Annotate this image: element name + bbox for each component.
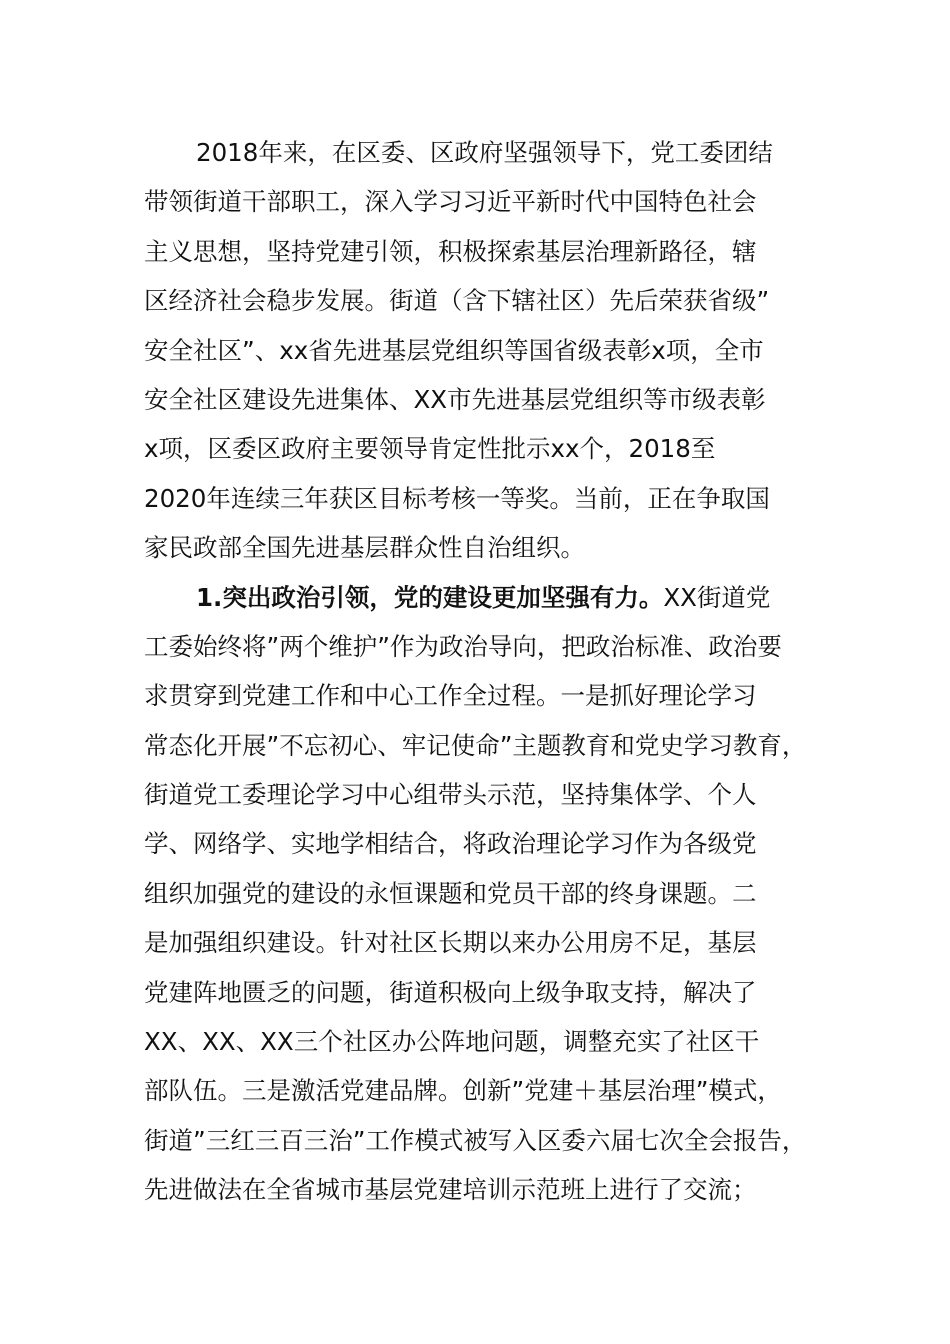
- paragraph-line: 是加强组织建设。针对社区长期以来办公用房不足，基层: [144, 928, 757, 958]
- document-body: [144, 128, 814, 1215]
- paragraph-line: x项，区委区政府主要领导肯定性批示xx个，2018至: [144, 434, 716, 464]
- paragraph-line: 主义思想，坚持党建引领，积极探索基层治理新路径，辖: [144, 236, 757, 266]
- paragraph-line: 2020年连续三年获区目标考核一等奖。当前，正在争取国: [144, 483, 770, 513]
- paragraph-line: 求贯穿到党建工作和中心工作全过程。一是抓好理论学习: [144, 681, 757, 711]
- paragraph-line: 组织加强党的建设的永恒课题和党员干部的终身课题。二: [144, 878, 757, 908]
- paragraph-line-rest: XX街道党: [663, 582, 771, 612]
- paragraph-line: 带领街道干部职工，深入学习习近平新时代中国特色社会: [144, 187, 757, 217]
- paragraph-1: [144, 128, 814, 573]
- paragraph-line: 街道党工委理论学习中心组带头示范，坚持集体学、个人: [144, 780, 757, 810]
- paragraph-2: [144, 573, 814, 1215]
- paragraph-line: 2018年来，在区委、区政府坚强领导下，党工委团结: [196, 138, 773, 167]
- paragraph-line: 党建阵地匮乏的问题，街道积极向上级争取支持，解决了: [144, 977, 757, 1007]
- paragraph-line: 家民政部全国先进基层群众性自治组织。: [144, 533, 585, 563]
- paragraph-line: 常态化开展”不忘初心、牢记使命”主题教育和党史学习教育，: [144, 730, 807, 760]
- paragraph-line: 区经济社会稳步发展。街道（含下辖社区）先后荣获省级”: [144, 286, 770, 316]
- paragraph-line: 部队伍。三是激活党建品牌。创新”党建＋基层治理”模式，: [144, 1076, 782, 1106]
- section-heading: 1.突出政治引领，党的建设更加坚强有力。: [196, 582, 664, 612]
- paragraph-line: 安全社区建设先进集体、XX市先进基层党组织等市级表彰: [144, 384, 766, 414]
- paragraph-line: 街道”三红三百三治”工作模式被写入区委六届七次全会报告，: [144, 1125, 807, 1155]
- paragraph-first-line: [144, 573, 814, 622]
- paragraph-line: 安全社区”、xx省先进基层党组织等国省级表彰x项，全市: [144, 335, 764, 365]
- paragraph-line: 学、网络学、实地学相结合，将政治理论学习作为各级党: [144, 829, 757, 859]
- paragraph-line: 先进做法在全省城市基层党建培训示范班上进行了交流；: [144, 1175, 757, 1205]
- paragraph-line: XX、XX、XX三个社区办公阵地问题，调整充实了社区干: [144, 1027, 760, 1057]
- paragraph-line: 工委始终将”两个维护”作为政治导向，把政治标准、政治要: [144, 631, 782, 661]
